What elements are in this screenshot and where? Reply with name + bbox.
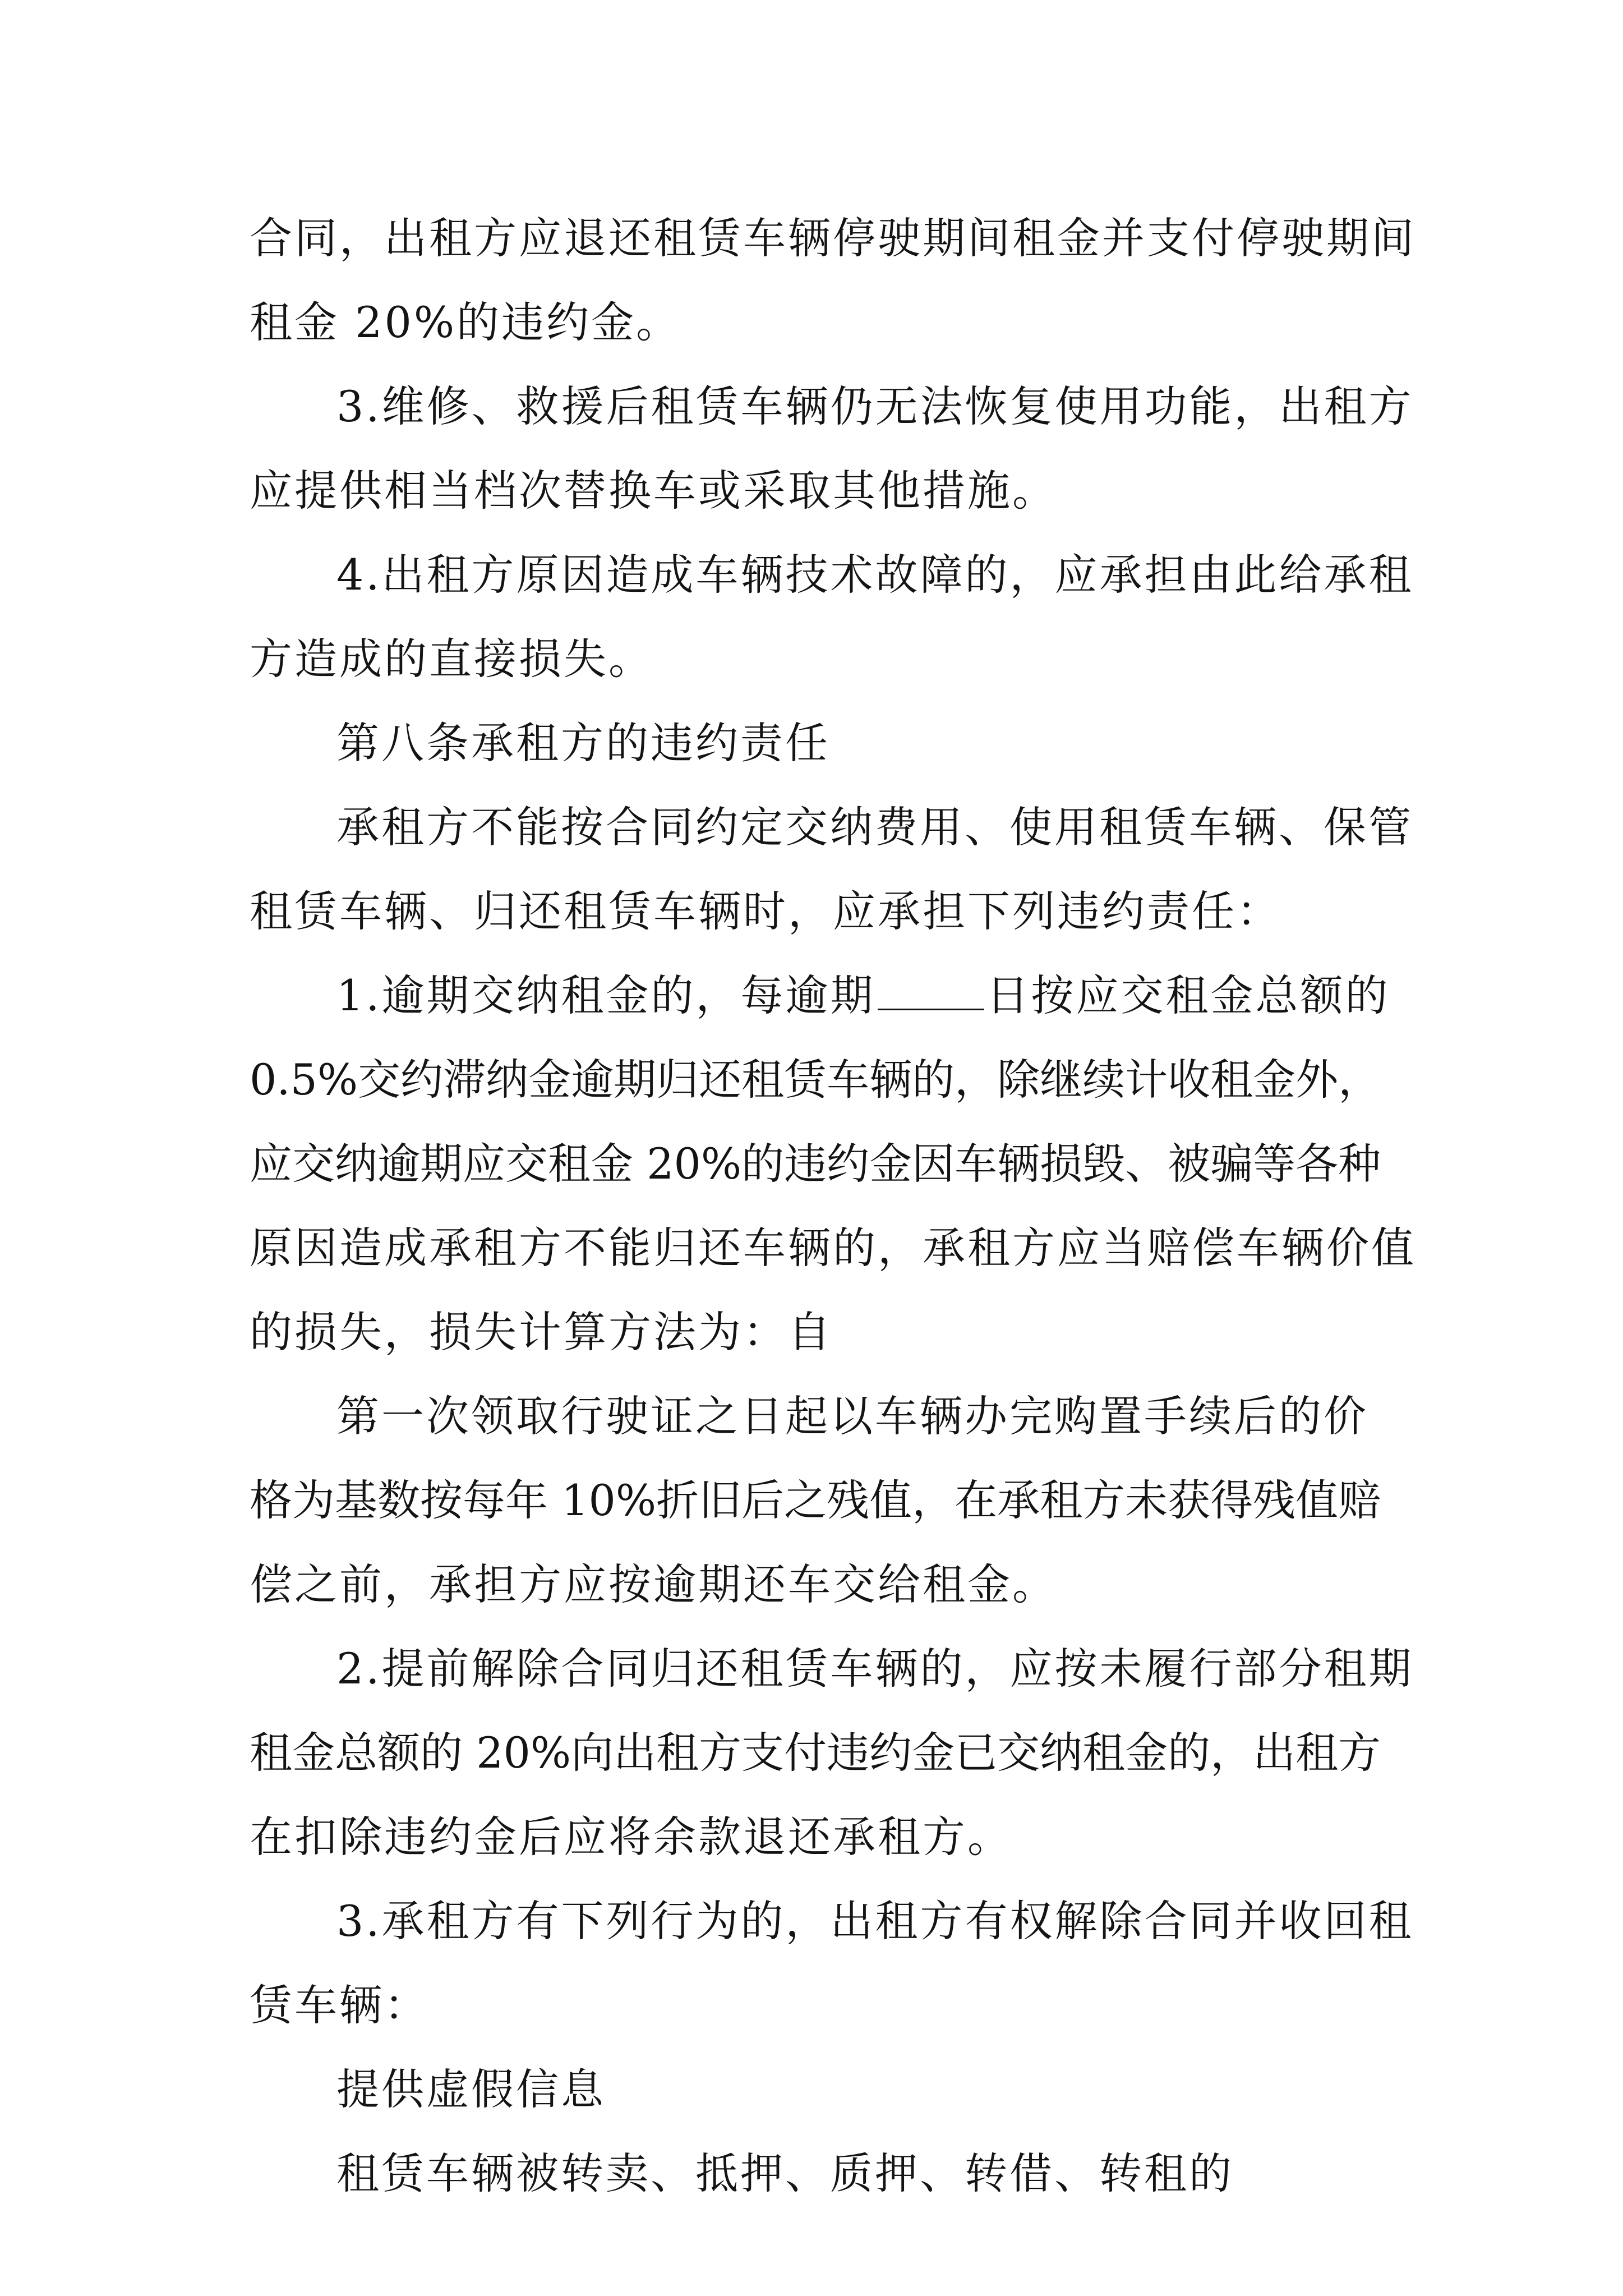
text-line: 偿之前，承担方应按逾期还车交给租金。 [250,1559,1057,1609]
text-line: 原因造成承租方不能归还车辆的，承租方应当赔偿车辆价值 [250,1223,1416,1273]
fill-in-blank [878,969,984,1010]
text-line: 的损失，损失计算方法为：自 [250,1307,833,1357]
text-line: 0.5%交约滞纳金逾期归还租赁车辆的，除继续计收租金外， [250,1055,1381,1105]
text-line: 承租方不能按合同约定交纳费用、使用租赁车辆、保管 [336,802,1413,852]
text-line: 格为基数按每年 10%折旧后之残值，在承租方未获得残值赔 [250,1475,1381,1525]
text-line [336,968,1481,1024]
text-line: 2.提前解除合同归还租赁车辆的，应按未履行部分租期 [336,1644,1414,1694]
text-line: 应提供相当档次替换车或采取其他措施。 [250,466,1057,516]
text-line: 3.维修、救援后租赁车辆仍无法恢复使用功能，出租方 [336,381,1414,431]
text-line: 方造成的直接损失。 [250,634,653,684]
text-line: 3.承租方有下列行为的，出租方有权解除合同并收回租 [336,1896,1414,1946]
text-line: 应交纳逾期应交租金 20%的违约金因车辆损毁、被骗等各种 [250,1139,1381,1189]
text-line: 合同，出租方应退还租赁车辆停驶期间租金并支付停驶期间 [250,213,1416,263]
text-line: 在扣除违约金后应将余款退还承租方。 [250,1812,1012,1862]
list-item: 提供虚假信息 [336,2064,606,2114]
text-segment: 日按应交租金总额的 [986,970,1390,1020]
text-segment: 1.逾期交纳租金的，每逾期 [336,970,875,1020]
section-heading: 第八条承租方的违约责任 [336,718,830,768]
list-item: 租赁车辆被转卖、抵押、质押、转借、转租的 [336,2148,1234,2198]
text-line: 4.出租方原因造成车辆技术故障的，应承担由此给承租 [336,550,1414,600]
text-line: 第一次领取行驶证之日起以车辆办完购置手续后的价 [336,1391,1368,1441]
text-line: 租赁车辆、归还租赁车辆时，应承担下列违约责任： [250,886,1281,936]
text-line: 赁车辆： [250,1980,429,2030]
text-line: 租金 20%的违约金。 [250,297,681,347]
text-line: 租金总额的 20%向出租方支付违约金已交纳租金的，出租方 [250,1728,1381,1778]
